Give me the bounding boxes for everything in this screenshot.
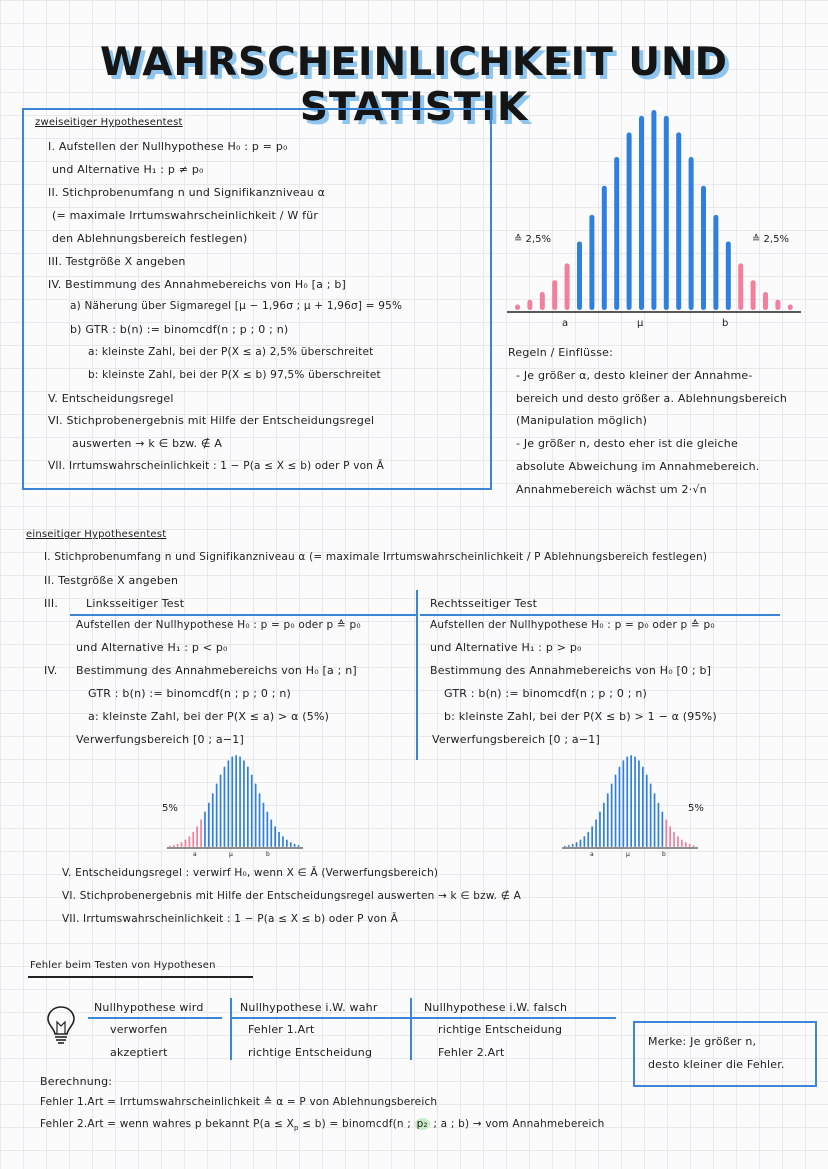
zs-line-12: V. Entscheidungsregel (48, 392, 174, 405)
left-axis-mu: μ (229, 851, 233, 858)
rechts-line-3: Bestimmung des Annahmebereichs von H₀ [0 ; b] (430, 664, 712, 677)
histogram-bar (658, 803, 660, 847)
berechnung-label: Berechnung: (40, 1075, 113, 1088)
histogram-bar (626, 756, 628, 847)
histogram-bar (286, 840, 288, 847)
histogram-bar (278, 832, 280, 847)
histogram-bar (290, 842, 292, 847)
regeln-line-6: Annahmebereich wächst um 2·√n (516, 483, 707, 496)
rechts-divider (420, 614, 780, 616)
histogram-bar (231, 756, 233, 847)
zs-line-14: auswerten → k ∈ bzw. ∉ A (72, 437, 223, 450)
histogram-bar (204, 811, 206, 847)
label-left-2-5: ≙ 2,5% (514, 234, 551, 245)
histogram-bar (669, 826, 671, 847)
histogram-bar (662, 811, 664, 847)
table-col1-header: Nullhypothese i.W. wahr (240, 1001, 378, 1014)
histogram-bar (788, 305, 793, 310)
histogram-bar (681, 840, 683, 847)
histogram-bar (189, 836, 191, 847)
histogram-bar (689, 844, 691, 847)
histogram-bar (243, 760, 245, 847)
links-line-5: a: kleinste Zahl, bei der P(X ≤ a) > α (5%) (88, 710, 330, 723)
es-step-5: V. Entscheidungsregel : verwirf H₀, wenn X ∈ Ā (Verwerfungsbereich) (62, 867, 439, 879)
axis-label-b: b (722, 318, 729, 329)
histogram-bar (196, 826, 198, 847)
fehler-1-formula: Fehler 1.Art = Irrtumswahrscheinlichkeit ≙ α = P von Ablehnungsbereich (40, 1096, 438, 1108)
histogram-bar (634, 756, 636, 847)
histogram-bar (181, 842, 183, 847)
table-r1c1: Fehler 1.Art (248, 1023, 315, 1036)
es-step-2: II. Testgröße X angeben (44, 574, 179, 587)
histogram-bar (568, 845, 570, 847)
histogram-bar (607, 793, 609, 847)
zs-line-13: VI. Stichprobenergebnis mit Hilfe der Entscheidungsregel (48, 414, 375, 427)
rechts-heading: Rechtsseitiger Test (430, 597, 538, 610)
left-chart-label: 5% (162, 803, 178, 814)
column-divider (416, 590, 418, 760)
histogram-bar (580, 840, 582, 847)
merke-box (633, 1021, 817, 1087)
rechts-line-6: Verwerfungsbereich [0 ; a−1] (432, 733, 600, 746)
histogram-bar (228, 760, 230, 847)
histogram-bar (646, 774, 648, 847)
zs-line-5: den Ablehnungsbereich festlegen) (52, 232, 248, 245)
histogram-bar (298, 845, 300, 847)
table-r1c2: richtige Entscheidung (438, 1023, 563, 1036)
histogram-bar (651, 110, 656, 310)
histogram-bar (576, 842, 578, 847)
histogram-bar (615, 774, 617, 847)
rechts-line-5: b: kleinste Zahl, bei der P(X ≤ b) > 1 − α (95%) (444, 710, 717, 723)
histogram-bar (602, 186, 607, 310)
histogram-bar (212, 793, 214, 847)
histogram-bar (552, 280, 557, 310)
links-line-2: und Alternative H₁ : p < p₀ (76, 641, 228, 654)
page-title: WAHRSCHEINLICHKEIT UND STATISTIK (99, 40, 729, 130)
histogram-bar (235, 755, 237, 847)
table-col0-header: Nullhypothese wird (94, 1001, 204, 1014)
histogram-bar (239, 756, 241, 847)
zs-line-4: (= maximale Irrtumswahrscheinlichkeit / W für (52, 209, 319, 222)
histogram-bar (572, 844, 574, 847)
links-line-6: Verwerfungsbereich [0 ; a−1] (76, 733, 244, 746)
histogram-bar (255, 784, 257, 847)
links-line-1: Aufstellen der Nullhypothese H₀ : p = p₀ oder p ≙ p₀ (76, 619, 361, 631)
histogram-bar (650, 784, 652, 847)
histogram-bar (677, 836, 679, 847)
histogram-bar (654, 793, 656, 847)
histogram-bar (216, 784, 218, 847)
regeln-line-1: - Je größer α, desto kleiner der Annahme- (516, 369, 753, 382)
table-header-line-2 (232, 1017, 616, 1019)
einseitig-heading: einseitiger Hypothesentest (26, 529, 167, 540)
zs-line-9: b) GTR : b(n) := binomcdf(n ; p ; 0 ; n) (70, 323, 289, 336)
binomial-chart-right-sided (560, 748, 700, 860)
histogram-bar (751, 280, 756, 310)
histogram-bar (693, 845, 695, 847)
histogram-bar (591, 826, 593, 847)
histogram-bar (738, 263, 743, 310)
right-axis-mu: μ (626, 851, 630, 858)
histogram-bar (713, 215, 718, 310)
histogram-bar (726, 241, 731, 310)
histogram-bar (177, 844, 179, 847)
histogram-bar (701, 186, 706, 310)
histogram-bar (587, 832, 589, 847)
left-axis-b: b (266, 851, 270, 858)
histogram-bar (627, 132, 632, 310)
regeln-line-3: (Manipulation möglich) (516, 414, 648, 427)
links-line-3: Bestimmung des Annahmebereichs von H₀ [a ; n] (76, 664, 357, 677)
regeln-heading: Regeln / Einflüsse: (508, 346, 614, 359)
histogram-bar (595, 819, 597, 847)
histogram-bar (584, 836, 586, 847)
f2-pre: Fehler 2.Art = wenn wahres p bekannt P(a ≤ X (40, 1118, 294, 1130)
rechts-line-2: und Alternative H₁ : p > p₀ (430, 641, 582, 654)
histogram-bar (577, 241, 582, 310)
histogram-bar (599, 811, 601, 847)
right-axis-b: b (662, 851, 666, 858)
table-r2c0: akzeptiert (110, 1046, 168, 1059)
links-divider (70, 614, 416, 616)
zs-line-8: a) Näherung über Sigmaregel [μ − 1,96σ ; μ + 1,96σ] = 95% (70, 300, 403, 312)
table-divider-2 (410, 998, 412, 1060)
regeln-line-2: bereich und desto größer a. Ablehnungsbereich (516, 392, 788, 405)
histogram-bar (614, 157, 619, 310)
es-step-3-num: III. (44, 597, 59, 610)
f2-mid: ≤ b) = binomcdf(n ; (298, 1118, 415, 1130)
histogram-bar (638, 760, 640, 847)
histogram-bar (673, 832, 675, 847)
histogram-bar (185, 840, 187, 847)
histogram-bar (294, 844, 296, 847)
axis-label-a: a (562, 318, 569, 329)
histogram-bar (267, 811, 269, 847)
rechts-line-1: Aufstellen der Nullhypothese H₀ : p = p₀ oder p ≙ p₀ (430, 619, 715, 631)
regeln-line-4: - Je größer n, desto eher ist die gleiche (516, 437, 738, 450)
right-axis-a: a (590, 851, 594, 858)
label-right-2-5: ≙ 2,5% (752, 234, 789, 245)
table-header-line-1 (88, 1017, 222, 1019)
histogram-bar (263, 803, 265, 847)
histogram-bar (763, 292, 768, 310)
es-step-1: I. Stichprobenumfang n und Signifikanzniveau α (= maximale Irrtumswahrscheinlichkeit / P Ablehnungsbereich festlegen) (44, 551, 708, 563)
histogram-bar (192, 832, 194, 847)
zs-line-1: I. Aufstellen der Nullhypothese H₀ : p = p₀ (48, 140, 288, 153)
es-step-4-num: IV. (44, 664, 58, 677)
right-chart-label: 5% (688, 803, 704, 814)
histogram-bar (274, 826, 276, 847)
histogram-bar (169, 846, 171, 847)
zs-line-3: II. Stichprobenumfang n und Signifikanzniveau α (48, 186, 326, 199)
axis-label-mu: μ (637, 318, 644, 329)
zweiseitig-heading: zweiseitiger Hypothesentest (35, 117, 183, 128)
histogram-bar (259, 793, 261, 847)
histogram-bar (630, 755, 632, 847)
fehler-heading-underline (28, 976, 253, 978)
histogram-bar (664, 116, 669, 310)
histogram-bar (208, 803, 210, 847)
links-line-4: GTR : b(n) := binomcdf(n ; p ; 0 ; n) (88, 687, 292, 700)
histogram-bar (623, 760, 625, 847)
f2-sub: p (294, 1124, 299, 1133)
histogram-bar (540, 292, 545, 310)
table-col2-header: Nullhypothese i.W. falsch (424, 1001, 568, 1014)
f2-post: ; a ; b) → vom Annahmebereich (429, 1118, 605, 1130)
fehler-2-formula (40, 1118, 604, 1132)
histogram-bar (527, 300, 532, 310)
f2-p-highlight: p₂ (416, 1118, 428, 1130)
binomial-chart-two-sided (505, 100, 805, 340)
histogram-bar (685, 842, 687, 847)
histogram-bar (642, 767, 644, 847)
table-r1c0: verworfen (110, 1023, 168, 1036)
es-step-6: VI. Stichprobenergebnis mit Hilfe der Entscheidungsregel auswerten → k ∈ bzw. ∉ A (62, 890, 521, 902)
binomial-chart-left-sided (165, 748, 305, 860)
histogram-bar (619, 767, 621, 847)
histogram-bar (689, 157, 694, 310)
zs-line-7: IV. Bestimmung des Annahmebereichs von H₀ [a ; b] (48, 278, 347, 291)
zs-line-11: b: kleinste Zahl, bei der P(X ≤ b) 97,5% überschreitet (88, 369, 381, 381)
histogram-bar (603, 803, 605, 847)
histogram-bar (589, 215, 594, 310)
es-step-7: VII. Irrtumswahrscheinlichkeit : 1 − P(a ≤ X ≤ b) oder P von Ā (62, 913, 399, 925)
table-r2c2: Fehler 2.Art (438, 1046, 505, 1059)
histogram-bar (220, 774, 222, 847)
table-divider-1 (230, 998, 232, 1060)
histogram-bar (565, 263, 570, 310)
histogram-bar (515, 305, 520, 310)
left-axis-a: a (193, 851, 197, 858)
histogram-bar (173, 845, 175, 847)
merke-line-2: desto kleiner die Fehler. (648, 1058, 785, 1071)
lightbulb-icon (44, 1004, 78, 1046)
fehler-heading: Fehler beim Testen von Hypothesen (30, 960, 216, 971)
zs-line-15: VII. Irrtumswahrscheinlichkeit : 1 − P(a ≤ X ≤ b) oder P von Ā (48, 460, 385, 472)
table-r2c1: richtige Entscheidung (248, 1046, 373, 1059)
zs-line-10: a: kleinste Zahl, bei der P(X ≤ a) 2,5% überschreitet (88, 346, 374, 358)
zs-line-6: III. Testgröße X angeben (48, 255, 186, 268)
histogram-bar (775, 300, 780, 310)
links-heading: Linksseitiger Test (86, 597, 185, 610)
merke-line-1: Merke: Je größer n, (648, 1035, 757, 1048)
regeln-line-5: absolute Abweichung im Annahmebereich. (516, 460, 760, 473)
zs-line-2: und Alternative H₁ : p ≠ p₀ (52, 163, 204, 176)
histogram-bar (270, 819, 272, 847)
histogram-bar (247, 767, 249, 847)
rechts-line-4: GTR : b(n) := binomcdf(n ; p ; 0 ; n) (444, 687, 648, 700)
histogram-bar (611, 784, 613, 847)
histogram-bar (676, 132, 681, 310)
histogram-bar (282, 836, 284, 847)
histogram-bar (224, 767, 226, 847)
histogram-bar (639, 116, 644, 310)
histogram-bar (665, 819, 667, 847)
histogram-bar (251, 774, 253, 847)
histogram-bar (564, 846, 566, 847)
histogram-bar (200, 819, 202, 847)
